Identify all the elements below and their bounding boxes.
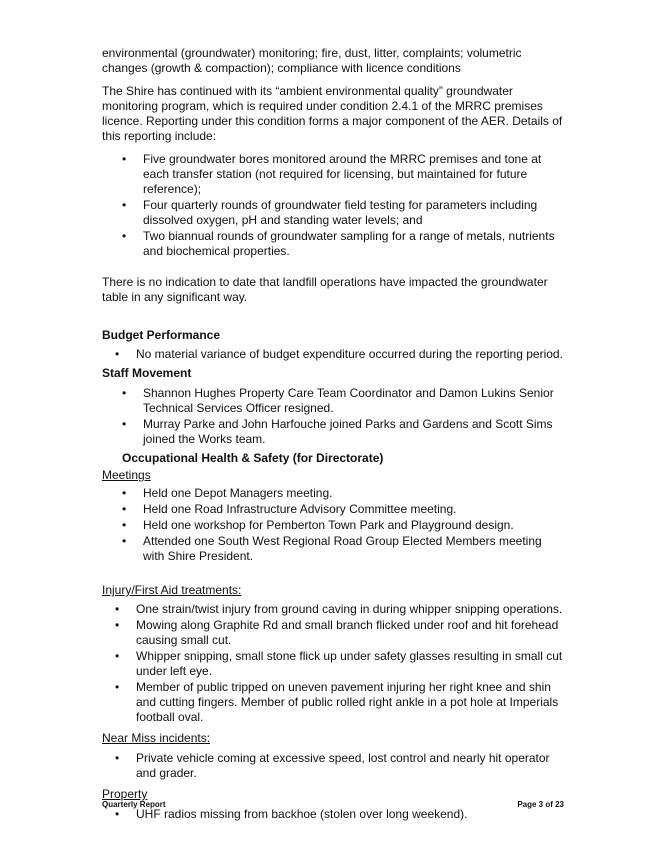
footer-report-title: Quarterly Report [102,800,166,809]
budget-heading: Budget Performance [102,328,221,342]
list-item: • Four quarterly rounds of groundwater field testing for parameters including dissolved oxygen, pH and standing water levels; and [102,198,564,228]
meetings-list [102,486,564,564]
list-item: • Murray Parke and John Harfouche joined Parks and Gardens and Scott Sims joined the Works team. [102,417,564,447]
document-page [102,46,564,828]
list-item: • Member of public tripped on uneven pavement injuring her right knee and shin and cutting fingers. Member of public rolled right ankle in a pot hole at Imperials football oval. [102,680,564,725]
groundwater-list [102,152,564,259]
property-list [102,807,564,822]
list-item: • Attended one South West Regional Road Group Elected Members meeting with Shire President. [102,534,564,564]
budget-list [102,347,564,362]
list-item: • Two biannual rounds of groundwater sampling for a range of metals, nutrients and biochemical properties. [102,229,564,259]
groundwater-paragraph: The Shire has continued with its “ambient environmental quality” groundwater monitoring program, which is required under condition 2.4.1 of the MRRC premises licence. Reporting under this condition forms a major component of the AER. Details of this reporting include: [102,84,563,143]
near-miss-list [102,751,564,781]
footer-page-number: Page 3 of 23 [517,800,564,809]
list-item: • One strain/twist injury from ground caving in during whipper snipping operations. [102,602,564,617]
list-item: • Five groundwater bores monitored around the MRRC premises and tone at each transfer station (not required for licensing, but maintained for future reference); [102,152,564,197]
page-footer [102,800,564,809]
list-item: • Held one Road Infrastructure Advisory Committee meeting. [102,502,564,517]
staff-list [102,386,564,447]
no-impact-paragraph: There is no indication to date that landfill operations have impacted the groundwater table in any significant way. [102,275,548,304]
property-heading: Property [102,787,148,801]
list-item: • UHF radios missing from backhoe (stolen over long weekend). [102,807,564,822]
list-item: • Shannon Hughes Property Care Team Coordinator and Damon Lukins Senior Technical Services Officer resigned. [102,386,564,416]
list-item: • Mowing along Graphite Rd and small branch flicked under roof and hit forehead causing small cut. [102,618,564,648]
ohs-heading: Occupational Health & Safety (for Directorate) [122,451,384,465]
list-item: • Whipper snipping, small stone flick up under safety glasses resulting in small cut under left eye. [102,649,564,679]
list-item: • No material variance of budget expenditure occurred during the reporting period. [102,347,564,362]
meetings-heading: Meetings [102,468,151,482]
intro-continuation: environmental (groundwater) monitoring; fire, dust, litter, complaints; volumetric changes (growth & compaction); compliance with licence conditions [102,46,522,75]
staff-heading: Staff Movement [102,366,192,380]
list-item: • Held one workshop for Pemberton Town Park and Playground design. [102,518,564,533]
near-miss-heading: Near Miss incidents: [102,731,211,745]
injury-list [102,602,564,725]
injury-heading: Injury/First Aid treatments: [102,583,242,597]
list-item: • Private vehicle coming at excessive speed, lost control and nearly hit operator and grader. [102,751,564,781]
list-item: • Held one Depot Managers meeting. [102,486,564,501]
